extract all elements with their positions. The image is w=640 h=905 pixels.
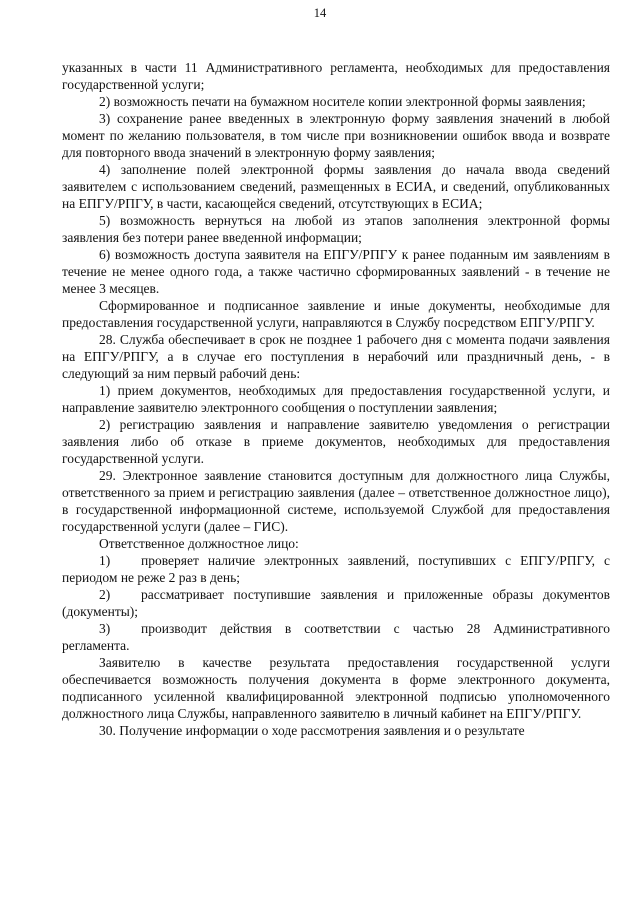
paragraph-responsible-official: Ответственное должностное лицо: xyxy=(99,536,299,551)
paragraph-submission: Сформированное и подписанное заявление и иные документы, необходимые для предоставления государственной услуги, направляются в Службу посредством ЕПГУ/РПГУ. xyxy=(62,298,610,330)
list-item xyxy=(62,552,610,586)
document-body xyxy=(62,59,610,739)
list-item xyxy=(62,586,610,620)
list-item-number: 1) xyxy=(99,553,111,568)
paragraph-continuation: указанных в части 11 Административного регламента, необходимых для предоставления государственной услуги; xyxy=(62,60,610,92)
list-item-text: производит действия в соответствии с частью 28 Административного регламента. xyxy=(62,621,610,653)
list-item-text: рассматривает поступившие заявления и приложенные образы документов (документы); xyxy=(62,587,610,619)
list-item xyxy=(62,620,610,654)
page-number: 14 xyxy=(313,6,327,20)
list-item-number: 2) xyxy=(99,587,111,602)
list-item-text: проверяет наличие электронных заявлений, поступивших с ЕПГУ/РПГУ, с периодом не реже 2 раз в день; xyxy=(62,553,610,585)
paragraph-item-2: 2) возможность печати на бумажном носителе копии электронной формы заявления; xyxy=(99,94,586,109)
paragraph-section-30: 30. Получение информации о ходе рассмотрения заявления и о результате xyxy=(99,723,525,738)
paragraph-item-3: 3) сохранение ранее введенных в электронную форму заявления значений в любой момент по желанию пользователя, в том числе при возникновении ошибок ввода и возврате для повторного ввода значений в электронную форму заявления; xyxy=(62,111,610,160)
paragraph-28-item-2: 2) регистрацию заявления и направление заявителю уведомления о регистрации заявления либо об отказе в приеме документов, необходимых для предоставления государственной услуги. xyxy=(62,417,610,466)
paragraph-section-29: 29. Электронное заявление становится доступным для должностного лица Службы, ответственного за прием и регистрацию заявления (далее – ответственное должностное лицо), в государственной информационной системе, используемой Службой для предоставления государственной услуги (далее – ГИС). xyxy=(62,468,610,534)
paragraph-item-4: 4) заполнение полей электронной формы заявления до начала ввода сведений заявителем с использованием сведений, размещенных в ЕСИА, и сведений, опубликованных на ЕПГУ/РПГУ, в части, касающейся сведений, отсутствующих в ЕСИА; xyxy=(62,162,610,211)
list-item-number: 3) xyxy=(99,621,111,636)
paragraph-result: Заявителю в качестве результата предоставления государственной услуги обеспечивается возможность получения документа в форме электронного документа, подписанного усиленной квалифицированной электронной подписью уполномоченного должностного лица Службы, направленного заявителю в личный кабинет на ЕПГУ/РПГУ. xyxy=(62,655,610,721)
paragraph-item-6: 6) возможность доступа заявителя на ЕПГУ/РПГУ к ранее поданным им заявлениям в течение не менее одного года, а также частично сформированных заявлений - в течение не менее 3 месяцев. xyxy=(62,247,610,296)
paragraph-item-5: 5) возможность вернуться на любой из этапов заполнения электронной формы заявления без потери ранее введенной информации; xyxy=(62,213,610,245)
paragraph-28-item-1: 1) прием документов, необходимых для предоставления государственной услуги, и направление заявителю электронного сообщения о поступлении заявления; xyxy=(62,383,610,415)
paragraph-section-28: 28. Служба обеспечивает в срок не позднее 1 рабочего дня с момента подачи заявления на ЕПГУ/РПГУ, а в случае его поступления в нерабочий или праздничный день, - в следующий за ним первый рабочий день: xyxy=(62,332,610,381)
